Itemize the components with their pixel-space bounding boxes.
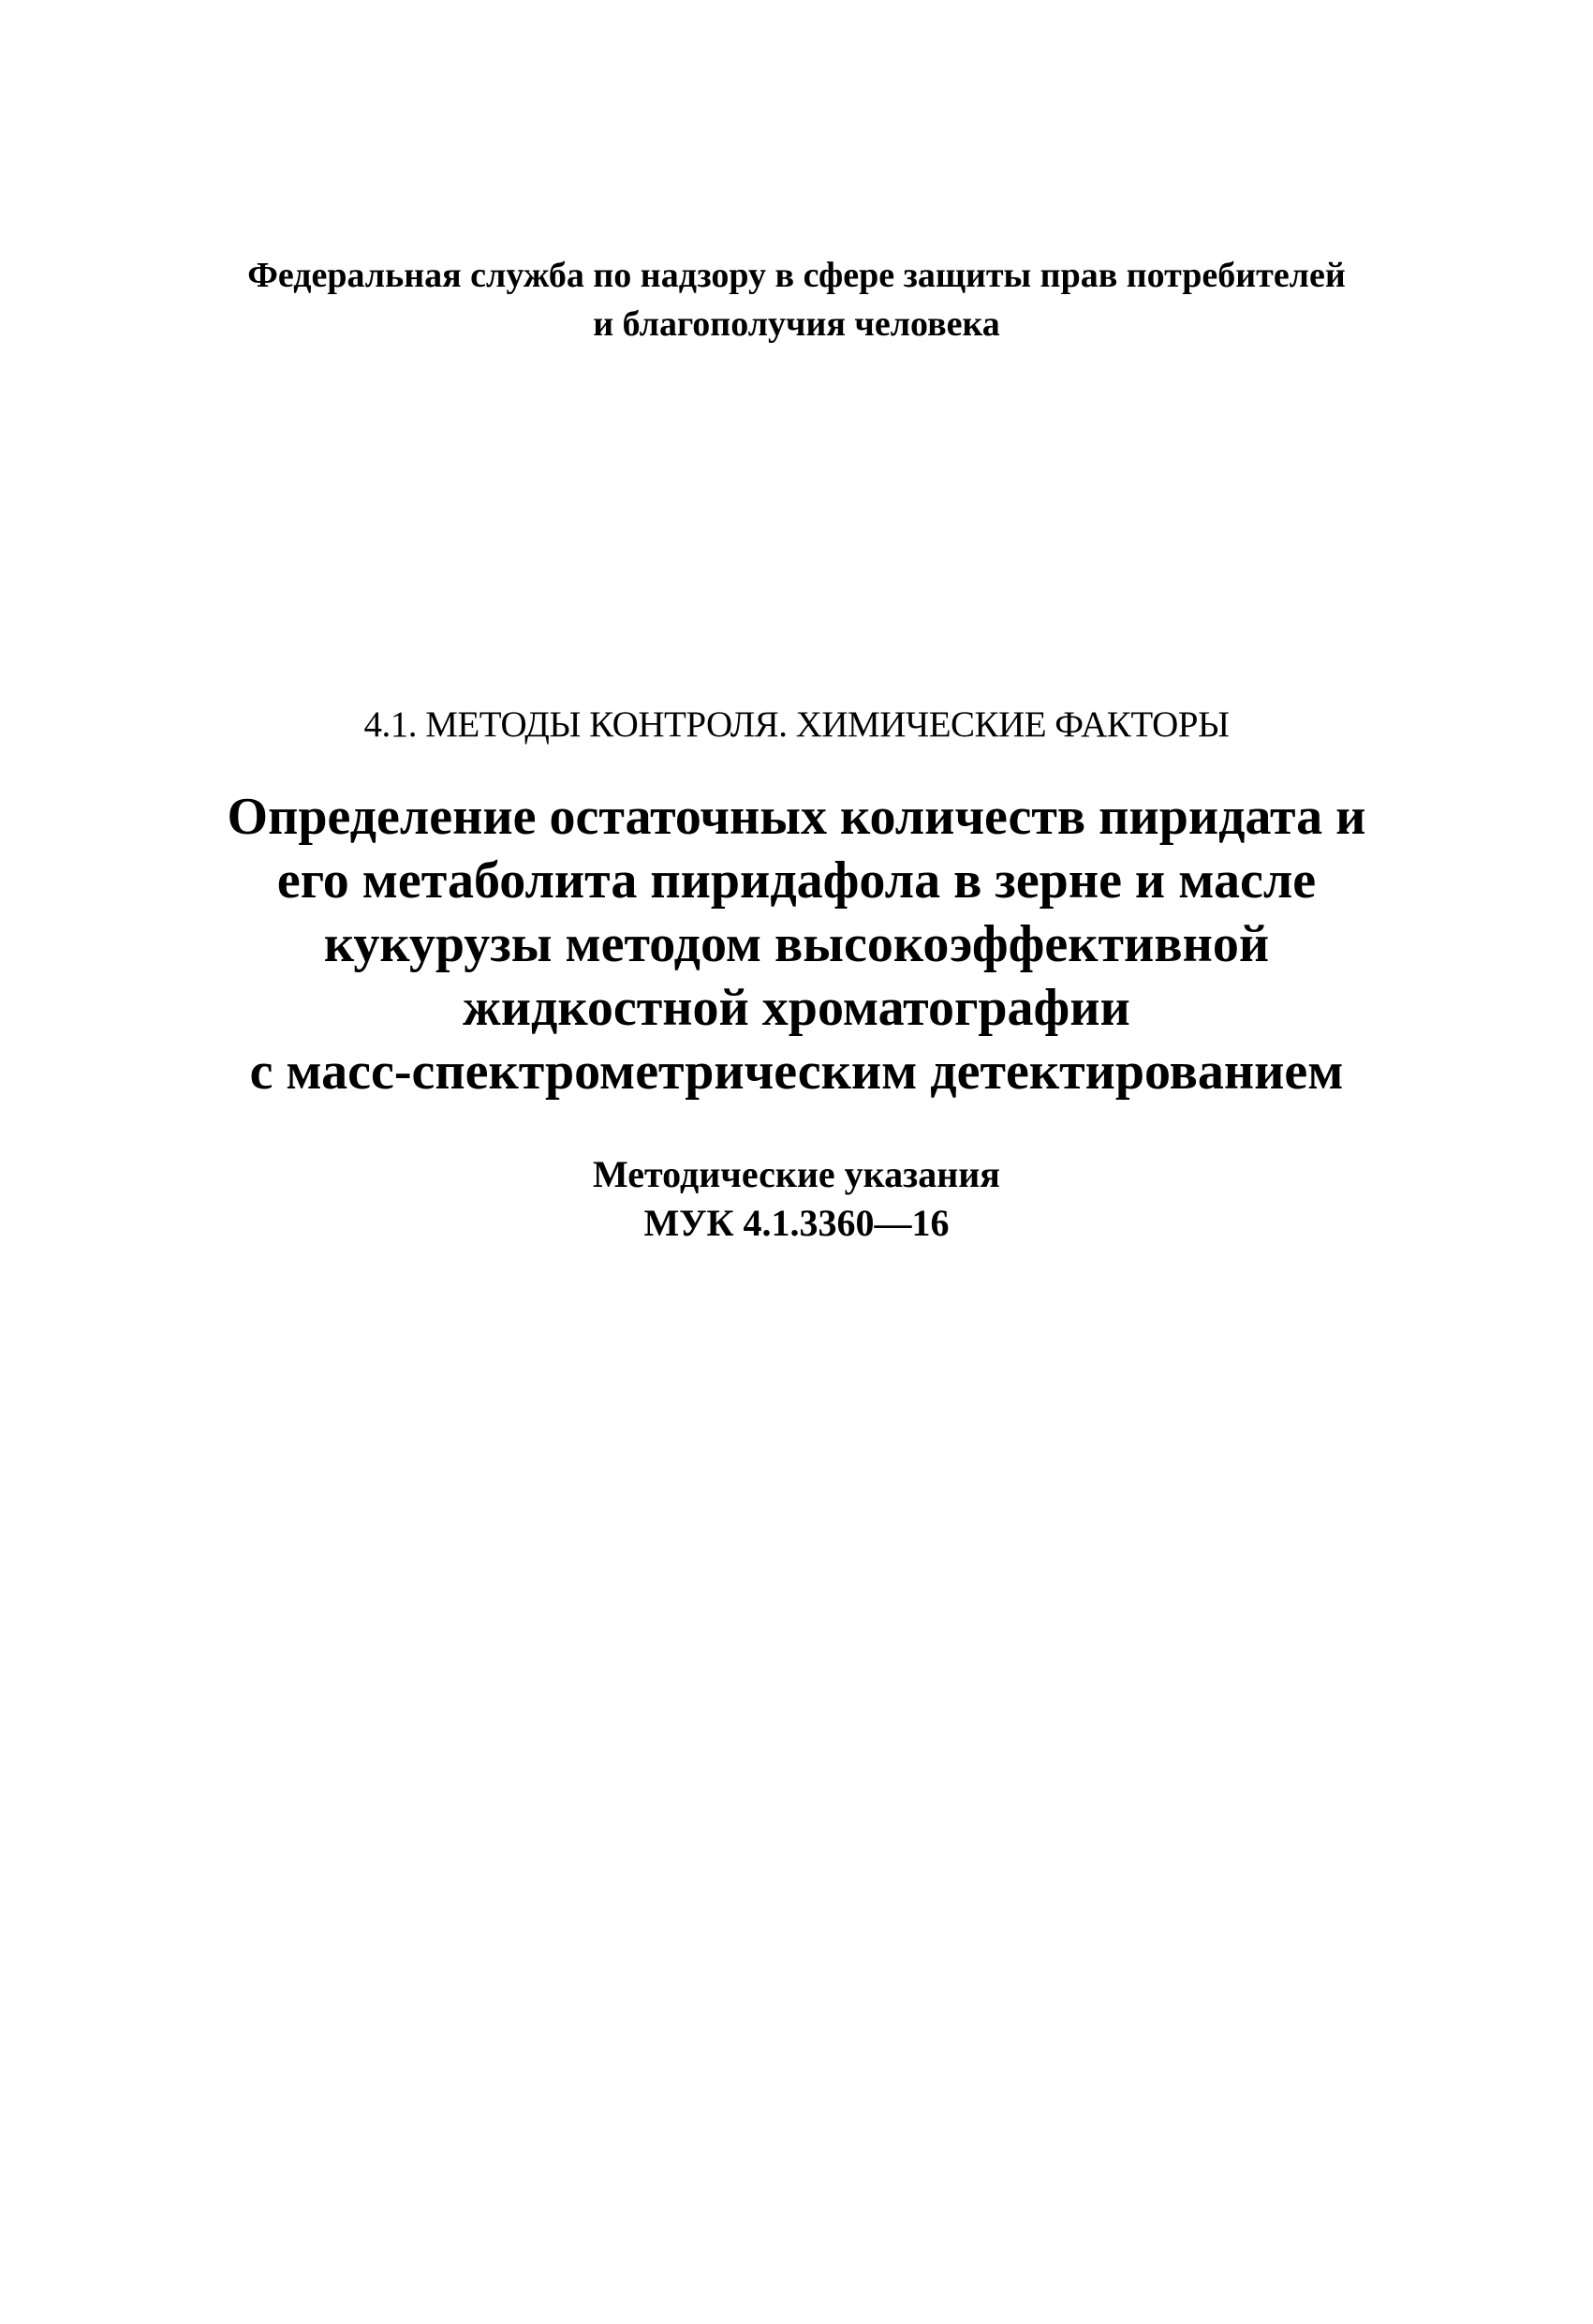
title-line-5: с масс-спектрометрическим детектированием (249, 1043, 1344, 1101)
document-title (0, 785, 1593, 1103)
document-type-block (0, 1150, 1593, 1248)
title-line-4: жидкостной хроматографии (463, 979, 1130, 1037)
title-line-2: его метаболита пиридафола в зерне и масле (276, 851, 1317, 910)
title-line-1: Определение остаточных количеств пиридата и (227, 788, 1366, 846)
agency-line-2: и благополучия человека (593, 304, 1000, 344)
agency-header (0, 251, 1593, 348)
agency-line-1: Федеральная служба по надзору в сфере защиты прав потребителей (247, 256, 1346, 295)
document-code: МУК 4.1.3360—16 (643, 1202, 950, 1244)
title-line-3: кукурузы методом высокоэффективной (323, 915, 1270, 973)
document-type: Методические указания (593, 1153, 1000, 1195)
series-text: 4.1. МЕТОДЫ КОНТРОЛЯ. ХИМИЧЕСКИЕ ФАКТОРЫ (363, 704, 1230, 745)
series-heading (0, 701, 1593, 749)
